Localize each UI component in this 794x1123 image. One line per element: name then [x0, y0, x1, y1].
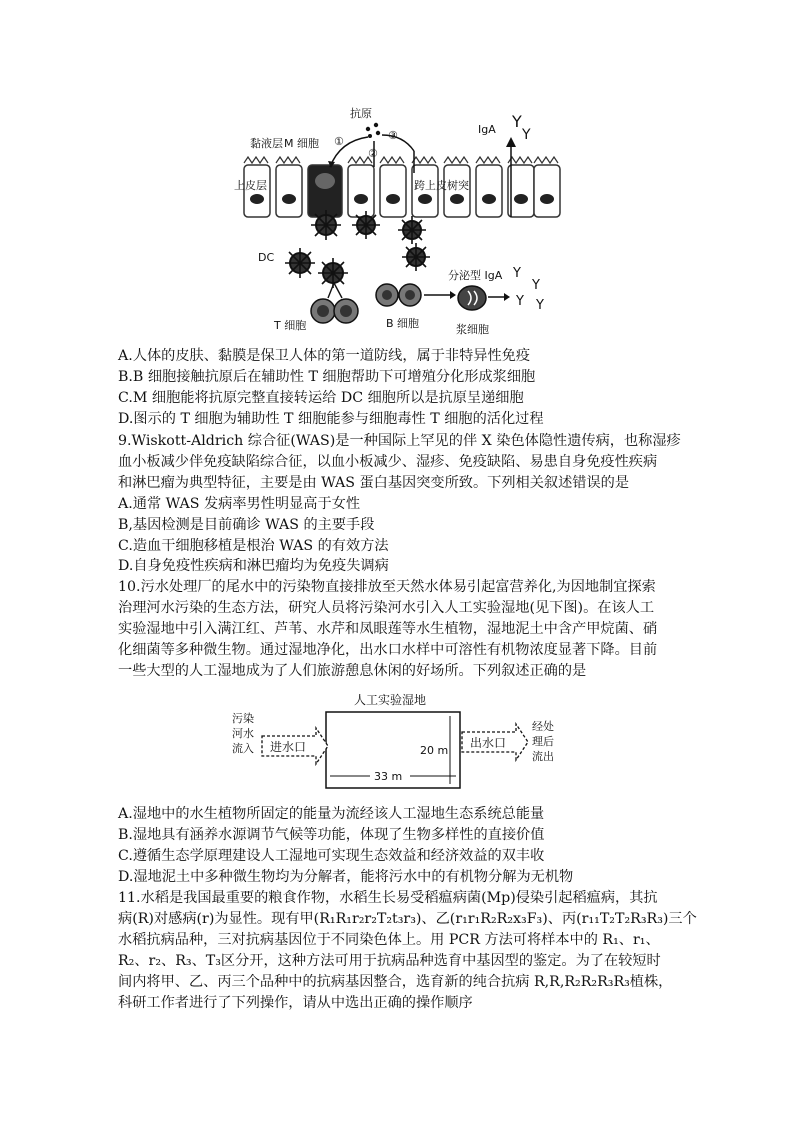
svg-text:Y: Y [522, 127, 531, 143]
q9-stem-line-1: 9.Wiskott-Aldrich 综合征(WAS)是一种国际上罕见的伴 X 染色体隐性遗传病，也称湿疹 [118, 433, 681, 449]
antigen-label: 抗原 [350, 107, 372, 120]
outflow-line-2: 理后 [532, 735, 554, 748]
m-cell-label: M 细胞 [284, 137, 319, 150]
q8-option-d: D.图示的 T 细胞为辅助性 T 细胞能参与细胞毒性 T 细胞的活化过程 [118, 411, 544, 427]
q9-stem-line-3: 和淋巴瘤为典型特征，主要是由 WAS 蛋白基因突变所致。下列相关叙述错误的是 [118, 475, 630, 491]
iga-top-label: IgA [478, 123, 496, 136]
svg-text:Y: Y [532, 278, 540, 293]
q10-stem-line-2: 治理河水污染的生态方法，研究人员将污染河水引入人工实验湿地(见下图)。在该人工 [118, 600, 655, 616]
inlet-label: 进水口 [270, 740, 307, 754]
secretory-iga-label: 分泌型 IgA [448, 269, 503, 282]
svg-text:Y: Y [512, 112, 522, 131]
b-cell-label: B 细胞 [386, 317, 420, 330]
wetland-diagram [228, 690, 558, 800]
step2-marker: ② [368, 147, 378, 160]
q10-stem-line-3: 实验湿地中引入满江红、芦苇、水芹和凤眼莲等水生植物，湿地泥土中含产甲烷菌、硝 [118, 621, 658, 637]
t-cell-label: T 细胞 [274, 319, 307, 332]
width-label: 33 m [374, 770, 403, 783]
cross-dendrite-label: 跨上皮树突 [414, 179, 469, 192]
q10-option-c: C.遵循生态学原理建设人工湿地可实现生态效益和经济效益的双丰收 [118, 848, 545, 864]
outlet-label: 出水口 [470, 736, 507, 750]
inflow-line-2: 河水 [232, 727, 254, 740]
outflow-line-1: 经处 [532, 720, 554, 733]
q8-option-a: A.人体的皮肤、黏膜是保卫人体的第一道防线，属于非特异性免疫 [118, 348, 531, 364]
q10-stem-line-4: 化细菌等多种微生物。通过湿地净化，出水口水样中可溶性有机物浓度显著下降。目前 [118, 642, 658, 658]
q11-stem-line-5: 间内将甲、乙、丙三个品种中的抗病基因整合，选育新的纯合抗病 R,R,R₂R₂R₃R₃植株， [118, 974, 673, 990]
svg-text:Y: Y [516, 294, 524, 309]
q8-option-b: B.B 细胞接触抗原后在辅助性 T 细胞帮助下可增殖分化形成浆细胞 [118, 369, 536, 385]
q11-stem-line-3: 水稻抗病品种，三对抗病基因位于不同染色体上。用 PCR 方法可将样本中的 R₁、r₁、 [118, 932, 660, 948]
plasma-cell-label: 浆细胞 [456, 323, 489, 336]
q10-stem-line-1: 10.污水处理厂的尾水中的污染物直接排放至天然水体易引起富营养化,为因地制宜探索 [118, 579, 656, 595]
dc-label: DC [258, 251, 275, 264]
q11-stem-line-2: 病(R)对感病(r)为显性。现有甲(R₁R₁r₂r₂T₂t₃r₃)、乙(r₁r₁R₂R₂x₃F₃)、丙(r₁₁T₂T₂R₃R₃)三个 [118, 911, 697, 927]
q11-stem-line-4: R₂、r₂、R₃、T₃区分开，这种方法可用于抗病品种选育中基因型的鉴定。为了在较短时 [118, 953, 661, 969]
q11-stem-line-6: 科研工作者进行了下列操作，请从中选出正确的操作顺序 [118, 995, 473, 1011]
q9-stem-line-2: 血小板减少伴免疫缺陷综合征，以血小板减少、湿疹、免疫缺陷、易患自身免疫性疾病 [118, 454, 658, 470]
q9-option-c: C.造血干细胞移植是根治 WAS 的有效方法 [118, 538, 389, 554]
step1-marker: ① [334, 135, 344, 148]
q8-option-c: C.M 细胞能将抗原完整直接转运给 DC 细胞所以是抗原呈递细胞 [118, 390, 524, 406]
step3-marker: ③ [388, 129, 398, 142]
epithelium-label: 上皮层 [234, 179, 267, 192]
q9-option-a: A.通常 WAS 发病率男性明显高于女性 [118, 496, 361, 512]
height-label: 20 m [420, 744, 449, 757]
q9-option-b: B,基因检测是目前确诊 WAS 的主要手段 [118, 517, 375, 533]
q10-option-b: B.湿地具有涵养水源调节气候等功能，体现了生物多样性的直接价值 [118, 827, 545, 843]
b-cells [376, 284, 421, 306]
t-cells [311, 299, 358, 323]
inflow-line-3: 流入 [232, 742, 254, 755]
immune-diagram [228, 105, 568, 340]
mucus-label: 黏液层 [250, 137, 283, 150]
q9-option-d: D.自身免疫性疾病和淋巴瘤均为免疫失调病 [118, 558, 389, 574]
q10-option-a: A.湿地中的水生植物所固定的能量为流经该人工湿地生态系统总能量 [118, 806, 545, 822]
q11-stem-line-1: 11.水稻是我国最重要的粮食作物，水稻生长易受稻瘟病菌(Mp)侵染引起稻瘟病，其抗 [118, 890, 658, 906]
outflow-line-3: 流出 [532, 750, 554, 763]
svg-text:Y: Y [536, 298, 544, 313]
epithelium-cells [244, 165, 560, 217]
inflow-line-1: 污染 [232, 712, 254, 725]
plasma-cell [458, 286, 486, 310]
wetland-title: 人工实验湿地 [354, 693, 427, 707]
q10-option-d: D.湿地泥土中多种微生物均为分解者，能将污水中的有机物分解为无机物 [118, 869, 574, 885]
q10-stem-line-5: 一些大型的人工湿地成为了人们旅游憩息休闲的好场所。下列叙述正确的是 [118, 663, 587, 679]
svg-text:Y: Y [513, 266, 521, 281]
